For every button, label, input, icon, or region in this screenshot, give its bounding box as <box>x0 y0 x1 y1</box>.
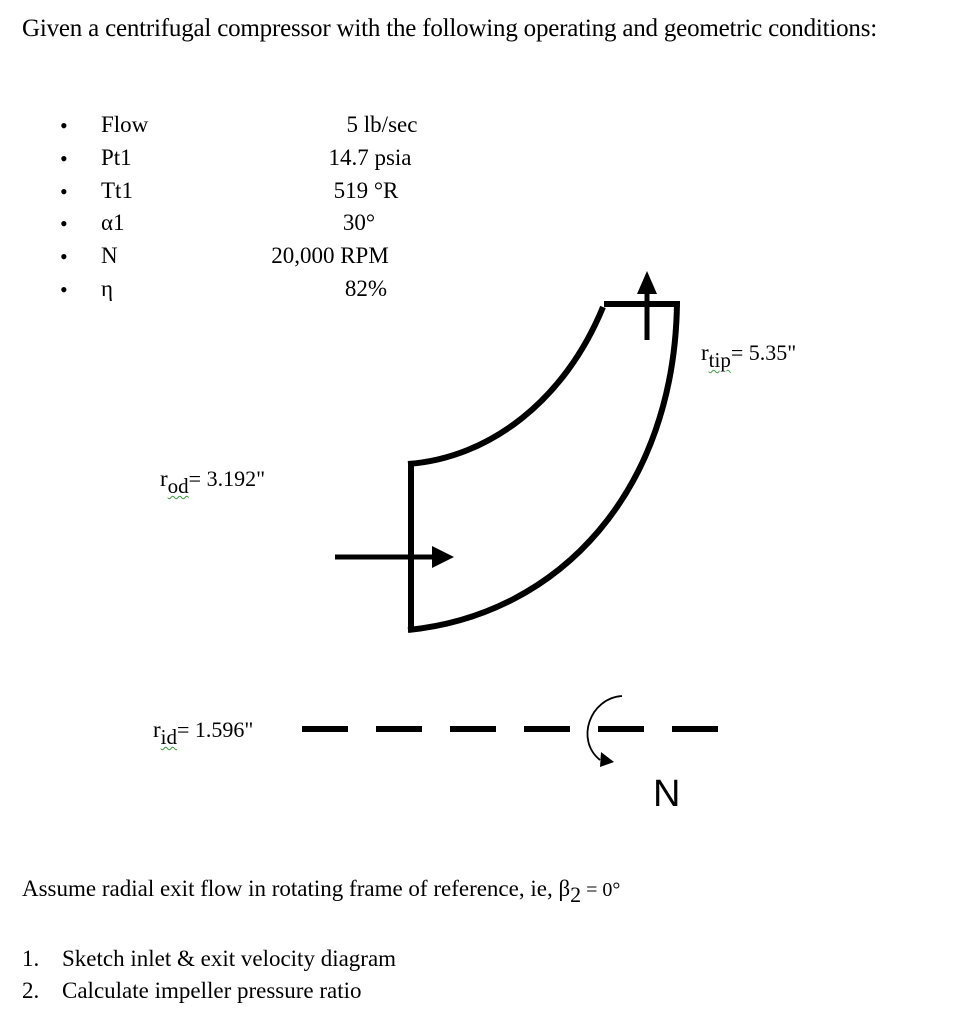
beta-value: = 0° <box>581 879 621 901</box>
task-item <box>22 946 396 972</box>
param-value-pt1: 14.7 psia <box>328 145 412 170</box>
param-label-tt1: Tt1 <box>101 178 133 203</box>
task-number: 2. <box>22 978 40 1003</box>
r-od-subscript: od <box>167 474 189 498</box>
param-label-alpha1: α1 <box>101 210 125 235</box>
bullet-icon: • <box>60 211 68 236</box>
task-item <box>22 978 362 1004</box>
r-symbol: r <box>701 340 709 365</box>
param-value-flow: 5 lb/sec <box>346 112 418 137</box>
bullet-icon: • <box>60 179 68 204</box>
bullet-icon: • <box>60 146 68 171</box>
rotation-speed-label: N <box>653 773 681 815</box>
inlet-flow-arrow-icon <box>335 546 454 568</box>
r-tip-value: = 5.35" <box>730 340 797 365</box>
param-label-eta: η <box>101 276 114 301</box>
r-id-value: = 1.596" <box>177 717 254 742</box>
r-symbol: r <box>160 466 168 491</box>
r-tip-label <box>701 340 796 373</box>
bullet-icon: • <box>60 277 68 302</box>
param-label-pt1: Pt1 <box>101 145 132 170</box>
r-od-label <box>160 466 265 499</box>
bullet-icon: • <box>60 244 68 269</box>
param-value-tt1: 519 °R <box>333 178 399 203</box>
task-text: Calculate impeller pressure ratio <box>62 978 362 1003</box>
bullet-icon: • <box>60 113 68 138</box>
beta-symbol: β <box>558 876 571 901</box>
task-text: Sketch inlet & exit velocity diagram <box>62 946 397 971</box>
r-id-subscript: id <box>160 725 178 749</box>
problem-intro: Given a centrifugal compressor with the following operating and geometric conditions: <box>22 15 877 42</box>
assumption-text <box>22 876 620 908</box>
r-tip-subscript: tip <box>708 348 731 372</box>
r-symbol: r <box>153 717 161 742</box>
r-od-value: = 3.192" <box>188 466 266 491</box>
param-value-eta: 82% <box>344 276 388 301</box>
param-label-n: N <box>101 243 118 268</box>
r-id-label <box>153 717 253 750</box>
param-value-alpha1: 30° <box>342 210 376 235</box>
task-number: 1. <box>22 946 40 971</box>
assumption-body: Assume radial exit flow in rotating frame of reference, ie, <box>22 876 559 901</box>
param-value-n: 20,000 RPM <box>271 243 389 268</box>
beta-subscript: 2 <box>570 882 582 907</box>
impeller-meridional-outline <box>408 302 680 632</box>
param-label-flow: Flow <box>101 112 149 137</box>
